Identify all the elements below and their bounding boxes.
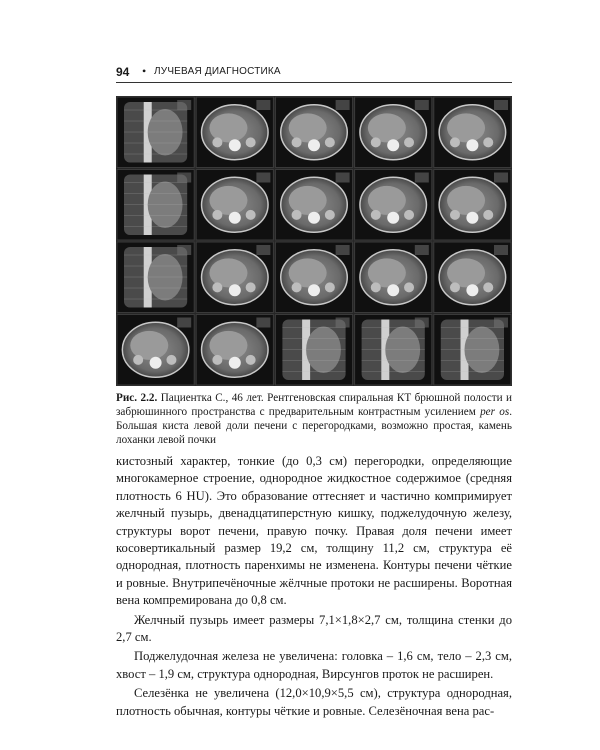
- paragraph-1: кистозный характер, тонкие (до 0,3 см) перегородки, определяющие многокамерное строение, однородное жидкостное содержимое (средняя плотность 6 HU). Это образование оттесняет и частично компримирует желчный пузырь, двенадцатиперстную кишку, поджелудочную железу, структуры ворот печени, правую почку. Правая доля печени имеет косовертикальный размер 19,2 см, толщину 11,2 см, структура её однородная, плотность паренхимы не изменена. Контуры печени чёткие и ровные. Внутрипечёночные жёлчные протоки не расширены. Воротная вена компремирована до 0,8 см.: [116, 454, 512, 608]
- ct-slice: [434, 97, 511, 168]
- ct-slice: [355, 97, 432, 168]
- caption-italic: per os: [480, 406, 510, 418]
- ct-slice: [355, 315, 432, 386]
- ct-slice: [275, 170, 352, 241]
- ct-slice: [434, 170, 511, 241]
- ct-slice: [355, 242, 432, 313]
- ct-slice: [434, 242, 511, 313]
- ct-slice: [117, 315, 194, 386]
- ct-slice: [275, 242, 352, 313]
- ct-scan-grid: [116, 96, 512, 386]
- ct-slice: [117, 242, 194, 313]
- caption-text: Пациентка С., 46 лет. Рентгеновская спиральная КТ брюшной полости и забрюшинного пространства с предварительным контрастным усилением: [116, 392, 512, 418]
- ct-slice: [275, 315, 352, 386]
- ct-slice: [196, 97, 273, 168]
- paragraph-4: Селезёнка не увеличена (12,0×10,9×5,5 см), структура однородная, плотность обычная, контуры чёткие и ровные. Селезёночная вена рас-: [116, 686, 512, 718]
- caption-label: Рис. 2.2.: [116, 392, 158, 404]
- ct-slice: [196, 242, 273, 313]
- paragraph-2: Желчный пузырь имеет размеры 7,1×1,8×2,7 см, толщина стенки до 2,7 см.: [116, 612, 512, 645]
- ct-slice: [355, 170, 432, 241]
- paragraph-3: Поджелудочная железа не увеличена: головка – 1,6 см, тело – 2,3 см, хвост – 1,9 см, структура однородная, Вирсунгов проток не расширен.: [116, 649, 512, 681]
- ct-slice: [196, 315, 273, 386]
- ct-scan-figure: [116, 96, 512, 386]
- section-title: ЛУЧЕВАЯ ДИАГНОСТИКА: [154, 66, 281, 77]
- running-head: [116, 60, 512, 83]
- figure-caption: [116, 391, 512, 447]
- ct-slice: [196, 170, 273, 241]
- ct-slice: [117, 97, 194, 168]
- ct-slice: [434, 315, 511, 386]
- caption-end: . Большая киста левой доли печени с перегородками, возможно простая, камень лоханки левой почки: [116, 406, 512, 446]
- body-text: [116, 453, 512, 720]
- bullet-mark: •: [142, 64, 147, 78]
- ct-slice: [275, 97, 352, 168]
- ct-slice: [117, 170, 194, 241]
- page-number: 94: [116, 65, 130, 79]
